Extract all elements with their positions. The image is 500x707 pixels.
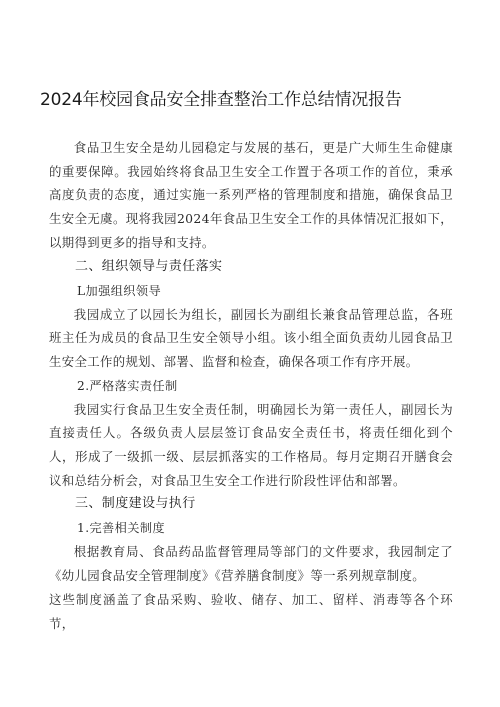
leadership-paragraph: 我园成立了以园长为组长，副园长为副组长兼食品管理总监，各班班主任为成员的食品卫生安全领导小组。该小组全面负责幼儿园食品卫生安全工作的规划、部署、监督和检查，确保各项工作有序开展。 [49,306,453,369]
section-heading-system: 三、制度建设与执行 [75,496,196,512]
document-body [49,136,453,635]
section-heading-organization: 二、组织领导与责任落实 [75,258,223,274]
rules-paragraph-continued: 这些制度涵盖了食品采购、验收、储存、加工、留样、消毒等各个环节， [49,591,453,631]
rules-paragraph: 根据教育局、食品药品监督管理局等部门的文件要求，我园制定了《幼儿园食品安全管理制度》《营养膳食制度》等一系列规章制度。 [49,544,453,584]
responsibility-paragraph: 我园实行食品卫生安全责任制，明确园长为第一责任人，副园长为直接责任人。各级负责人层层签订食品安全责任书，将责任细化到个人，形成了一级抓一级、层层抓落实的工作格局。每月定期召开膳食会议和总结分析会，对食品卫生安全工作进行阶段性评估和部署。 [49,401,453,488]
subsection-heading-leadership: L加强组织领导 [77,283,162,298]
page-title: 2024年校园食品安全排查整治工作总结情况报告 [40,90,402,110]
subsection-heading-rules: 1.完善相关制度 [77,521,165,536]
subsection-heading-responsibility: 2.严格落实责任制 [77,378,178,393]
intro-paragraph: 食品卫生安全是幼儿园稳定与发展的基石，更是广大师生生命健康的重要保障。我园始终将食品卫生安全工作置于各项工作的首位，秉承高度负责的态度，通过实施一系列严格的管理制度和措施，确保食品卫生安全无虞。现将我园2024年食品卫生安全工作的具体情况汇报如下，以期得到更多的指导和支持。 [49,140,453,250]
